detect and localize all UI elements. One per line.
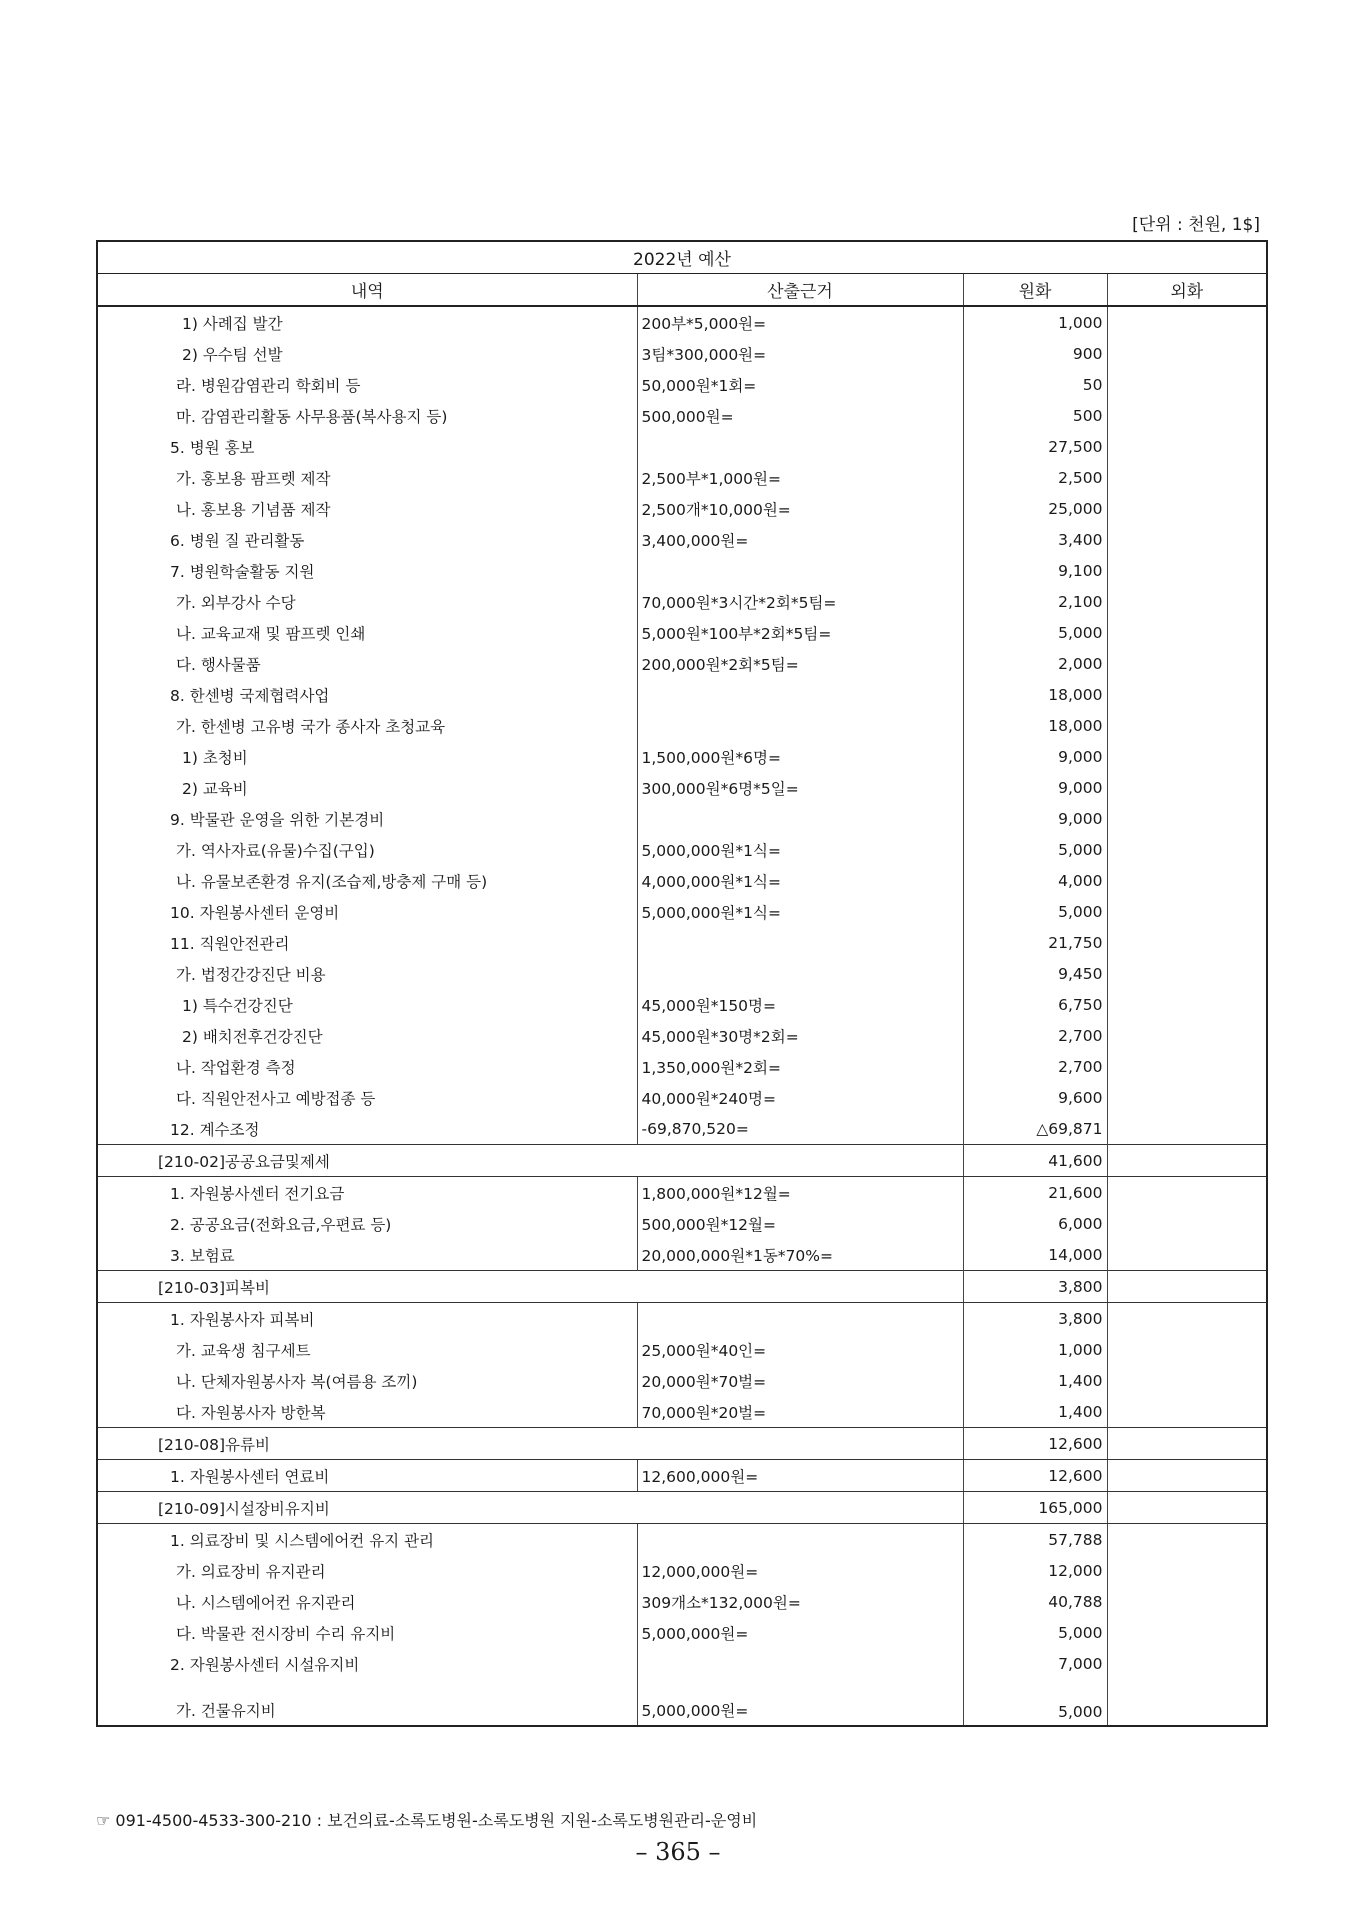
table-row — [97, 772, 1267, 803]
item-cell: 나. 단체자원봉사자 복(여름용 조끼) — [97, 1365, 637, 1396]
item-cell: 8. 한센병 국제협력사업 — [97, 679, 637, 710]
basis-cell — [637, 927, 963, 958]
basis-cell: 2,500부*1,000원= — [637, 462, 963, 493]
krw-cell: 7,000 — [963, 1648, 1107, 1679]
table-row — [97, 338, 1267, 369]
item-cell: 1. 자원봉사센터 연료비 — [97, 1460, 637, 1492]
page-number: – 365 – — [635, 1838, 721, 1866]
krw-cell: 6,000 — [963, 1208, 1107, 1239]
item-cell: 다. 자원봉사자 방한복 — [97, 1396, 637, 1428]
krw-cell: 4,000 — [963, 865, 1107, 896]
krw-cell: 25,000 — [963, 493, 1107, 524]
table-row — [97, 462, 1267, 493]
foreign-cell — [1107, 772, 1267, 803]
foreign-cell — [1107, 1648, 1267, 1679]
section-row — [97, 1428, 1267, 1460]
basis-cell: 70,000원*20벌= — [637, 1396, 963, 1428]
foreign-cell — [1107, 369, 1267, 400]
item-cell: 1) 사례집 발간 — [97, 306, 637, 338]
item-cell: 가. 교육생 침구세트 — [97, 1334, 637, 1365]
table-row — [97, 1524, 1267, 1556]
basis-cell: 50,000원*1회= — [637, 369, 963, 400]
item-cell: 2. 공공요금(전화요금,우편료 등) — [97, 1208, 637, 1239]
item-cell: 나. 교육교재 및 팜프렛 인쇄 — [97, 617, 637, 648]
foreign-cell — [1107, 865, 1267, 896]
basis-cell: 5,000,000원= — [637, 1617, 963, 1648]
foreign-cell — [1107, 1617, 1267, 1648]
krw-cell: 2,100 — [963, 586, 1107, 617]
krw-cell: 9,450 — [963, 958, 1107, 989]
budget-code-footnote: ☞ 091-4500-4533-300-210 : 보건의료-소록도병원-소록도병원 지원-소록도병원관리-운영비 — [96, 1811, 758, 1830]
basis-cell: 45,000원*150명= — [637, 989, 963, 1020]
table-row — [97, 679, 1267, 710]
krw-cell: 5,000 — [963, 1617, 1107, 1648]
table-row — [97, 989, 1267, 1020]
item-cell: 가. 한센병 고유병 국가 종사자 초청교육 — [97, 710, 637, 741]
foreign-cell — [1107, 1492, 1267, 1524]
foreign-cell — [1107, 1524, 1267, 1556]
krw-cell: 6,750 — [963, 989, 1107, 1020]
krw-cell: 1,400 — [963, 1365, 1107, 1396]
table-row — [97, 400, 1267, 431]
krw-cell: 1,400 — [963, 1396, 1107, 1428]
item-cell: 10. 자원봉사센터 운영비 — [97, 896, 637, 927]
table-row — [97, 555, 1267, 586]
table-row — [97, 865, 1267, 896]
table-row — [97, 1586, 1267, 1617]
foreign-cell — [1107, 679, 1267, 710]
basis-cell: 300,000원*6명*5일= — [637, 772, 963, 803]
item-cell: 1. 자원봉사자 피복비 — [97, 1303, 637, 1335]
basis-cell: -69,870,520= — [637, 1113, 963, 1145]
item-cell: 2) 우수팀 선발 — [97, 338, 637, 369]
foreign-cell — [1107, 834, 1267, 865]
foreign-cell — [1107, 958, 1267, 989]
basis-cell — [637, 1524, 963, 1556]
krw-cell: 1,000 — [963, 306, 1107, 338]
krw-cell: 500 — [963, 400, 1107, 431]
item-cell: 가. 역사자료(유물)수집(구입) — [97, 834, 637, 865]
table-row — [97, 958, 1267, 989]
foreign-cell — [1107, 1208, 1267, 1239]
basis-cell — [637, 1303, 963, 1335]
section-label: [210-09]시설장비유지비 — [97, 1492, 963, 1524]
table-row — [97, 1239, 1267, 1271]
foreign-cell — [1107, 1428, 1267, 1460]
krw-cell: 900 — [963, 338, 1107, 369]
item-cell: 가. 의료장비 유지관리 — [97, 1555, 637, 1586]
foreign-cell — [1107, 1239, 1267, 1271]
basis-cell: 5,000원*100부*2회*5팀= — [637, 617, 963, 648]
item-cell: 나. 작업환경 측정 — [97, 1051, 637, 1082]
krw-cell: 2,700 — [963, 1020, 1107, 1051]
basis-cell: 309개소*132,000원= — [637, 1586, 963, 1617]
krw-cell: 9,600 — [963, 1082, 1107, 1113]
table-row — [97, 1396, 1267, 1428]
foreign-cell — [1107, 989, 1267, 1020]
unit-label: [단위 : 천원, 1$] — [1132, 215, 1260, 235]
basis-cell — [637, 1648, 963, 1679]
table-row — [97, 1679, 1267, 1726]
krw-cell: 27,500 — [963, 431, 1107, 462]
basis-cell: 3,400,000원= — [637, 524, 963, 555]
krw-cell: 41,600 — [963, 1145, 1107, 1177]
foreign-cell — [1107, 1303, 1267, 1335]
item-cell: 7. 병원학술활동 지원 — [97, 555, 637, 586]
foreign-cell — [1107, 462, 1267, 493]
item-cell: 가. 건물유지비 — [97, 1679, 637, 1726]
table-row — [97, 1177, 1267, 1209]
krw-cell: 5,000 — [963, 617, 1107, 648]
krw-cell: 18,000 — [963, 679, 1107, 710]
krw-cell: 50 — [963, 369, 1107, 400]
table-row — [97, 1460, 1267, 1492]
krw-cell: 3,400 — [963, 524, 1107, 555]
budget-table — [96, 240, 1268, 1727]
krw-cell: 2,500 — [963, 462, 1107, 493]
foreign-cell — [1107, 306, 1267, 338]
table-row — [97, 1555, 1267, 1586]
item-cell: 5. 병원 홍보 — [97, 431, 637, 462]
krw-cell: 9,000 — [963, 803, 1107, 834]
krw-cell: 9,000 — [963, 741, 1107, 772]
table-row — [97, 369, 1267, 400]
foreign-cell — [1107, 1555, 1267, 1586]
krw-cell: 21,600 — [963, 1177, 1107, 1209]
krw-cell: 5,000 — [963, 1679, 1107, 1726]
basis-cell: 5,000,000원*1식= — [637, 896, 963, 927]
foreign-cell — [1107, 710, 1267, 741]
foreign-cell — [1107, 338, 1267, 369]
basis-cell: 200,000원*2회*5팀= — [637, 648, 963, 679]
table-row — [97, 1113, 1267, 1145]
foreign-cell — [1107, 1051, 1267, 1082]
foreign-cell — [1107, 586, 1267, 617]
foreign-cell — [1107, 493, 1267, 524]
basis-cell: 70,000원*3시간*2회*5팀= — [637, 586, 963, 617]
header-basis: 산출근거 — [637, 274, 963, 307]
foreign-cell — [1107, 648, 1267, 679]
foreign-cell — [1107, 617, 1267, 648]
section-row — [97, 1492, 1267, 1524]
item-cell: 마. 감염관리활동 사무용품(복사용지 등) — [97, 400, 637, 431]
krw-cell: 12,600 — [963, 1460, 1107, 1492]
item-cell: 1) 특수건강진단 — [97, 989, 637, 1020]
basis-cell: 4,000,000원*1식= — [637, 865, 963, 896]
table-row — [97, 896, 1267, 927]
table-row — [97, 617, 1267, 648]
foreign-cell — [1107, 1177, 1267, 1209]
table-row — [97, 586, 1267, 617]
item-cell: 3. 보험료 — [97, 1239, 637, 1271]
table-row — [97, 1082, 1267, 1113]
krw-cell: 5,000 — [963, 834, 1107, 865]
section-label: [210-03]피복비 — [97, 1271, 963, 1303]
foreign-cell — [1107, 555, 1267, 586]
header-krw: 원화 — [963, 274, 1107, 307]
basis-cell — [637, 431, 963, 462]
item-cell: 11. 직원안전관리 — [97, 927, 637, 958]
krw-cell: 3,800 — [963, 1303, 1107, 1335]
foreign-cell — [1107, 1020, 1267, 1051]
foreign-cell — [1107, 1082, 1267, 1113]
item-cell: 가. 법정간강진단 비용 — [97, 958, 637, 989]
table-row — [97, 1208, 1267, 1239]
table-row — [97, 493, 1267, 524]
section-label: [210-08]유류비 — [97, 1428, 963, 1460]
foreign-cell — [1107, 1365, 1267, 1396]
foreign-cell — [1107, 431, 1267, 462]
krw-cell: 3,800 — [963, 1271, 1107, 1303]
table-row — [97, 431, 1267, 462]
krw-cell: 12,600 — [963, 1428, 1107, 1460]
table-row — [97, 306, 1267, 338]
item-cell: 라. 병원감염관리 학회비 등 — [97, 369, 637, 400]
foreign-cell — [1107, 1145, 1267, 1177]
foreign-cell — [1107, 400, 1267, 431]
krw-cell: 40,788 — [963, 1586, 1107, 1617]
foreign-cell — [1107, 524, 1267, 555]
table-row — [97, 1303, 1267, 1335]
header-foreign: 외화 — [1107, 274, 1267, 307]
basis-cell: 3팀*300,000원= — [637, 338, 963, 369]
table-row — [97, 1617, 1267, 1648]
item-cell: 나. 홍보용 기념품 제작 — [97, 493, 637, 524]
item-cell: 1. 의료장비 및 시스템에어컨 유지 관리 — [97, 1524, 637, 1556]
krw-cell: 57,788 — [963, 1524, 1107, 1556]
table-row — [97, 648, 1267, 679]
item-cell: 2) 배치전후건강진단 — [97, 1020, 637, 1051]
table-row — [97, 524, 1267, 555]
basis-cell: 45,000원*30명*2회= — [637, 1020, 963, 1051]
item-cell: 가. 홍보용 팜프렛 제작 — [97, 462, 637, 493]
item-cell: 나. 시스템에어컨 유지관리 — [97, 1586, 637, 1617]
krw-cell: 9,000 — [963, 772, 1107, 803]
basis-cell: 1,350,000원*2회= — [637, 1051, 963, 1082]
krw-cell: 2,000 — [963, 648, 1107, 679]
foreign-cell — [1107, 927, 1267, 958]
krw-cell: 18,000 — [963, 710, 1107, 741]
krw-cell: 21,750 — [963, 927, 1107, 958]
foreign-cell — [1107, 741, 1267, 772]
basis-cell: 1,800,000원*12월= — [637, 1177, 963, 1209]
section-row — [97, 1271, 1267, 1303]
item-cell: 가. 외부강사 수당 — [97, 586, 637, 617]
item-cell: 다. 행사물품 — [97, 648, 637, 679]
table-row — [97, 710, 1267, 741]
foreign-cell — [1107, 1271, 1267, 1303]
table-row — [97, 803, 1267, 834]
item-cell: 2) 교육비 — [97, 772, 637, 803]
basis-cell — [637, 803, 963, 834]
item-cell: 다. 박물관 전시장비 수리 유지비 — [97, 1617, 637, 1648]
krw-cell: △69,871 — [963, 1113, 1107, 1145]
table-row — [97, 1648, 1267, 1679]
table-row — [97, 1334, 1267, 1365]
table-row — [97, 741, 1267, 772]
krw-cell: 2,700 — [963, 1051, 1107, 1082]
basis-cell: 12,600,000원= — [637, 1460, 963, 1492]
foreign-cell — [1107, 1460, 1267, 1492]
header-item: 내역 — [97, 274, 637, 307]
basis-cell: 20,000원*70벌= — [637, 1365, 963, 1396]
basis-cell: 12,000,000원= — [637, 1555, 963, 1586]
foreign-cell — [1107, 1113, 1267, 1145]
basis-cell: 500,000원*12월= — [637, 1208, 963, 1239]
item-cell: 9. 박물관 운영을 위한 기본경비 — [97, 803, 637, 834]
basis-cell: 20,000,000원*1동*70%= — [637, 1239, 963, 1271]
item-cell: 2. 자원봉사센터 시설유지비 — [97, 1648, 637, 1679]
foreign-cell — [1107, 896, 1267, 927]
krw-cell: 5,000 — [963, 896, 1107, 927]
krw-cell: 165,000 — [963, 1492, 1107, 1524]
basis-cell — [637, 710, 963, 741]
basis-cell — [637, 555, 963, 586]
table-row — [97, 1365, 1267, 1396]
table-row — [97, 834, 1267, 865]
section-row — [97, 1145, 1267, 1177]
krw-cell: 12,000 — [963, 1555, 1107, 1586]
basis-cell: 5,000,000원*1식= — [637, 834, 963, 865]
foreign-cell — [1107, 1334, 1267, 1365]
basis-cell — [637, 958, 963, 989]
foreign-cell — [1107, 1586, 1267, 1617]
section-label: [210-02]공공요금및제세 — [97, 1145, 963, 1177]
krw-cell: 1,000 — [963, 1334, 1107, 1365]
basis-cell — [637, 679, 963, 710]
basis-cell: 25,000원*40인= — [637, 1334, 963, 1365]
item-cell: 다. 직원안전사고 예방접종 등 — [97, 1082, 637, 1113]
basis-cell: 2,500개*10,000원= — [637, 493, 963, 524]
item-cell: 1) 초청비 — [97, 741, 637, 772]
foreign-cell — [1107, 803, 1267, 834]
foreign-cell — [1107, 1396, 1267, 1428]
table-row — [97, 927, 1267, 958]
krw-cell: 14,000 — [963, 1239, 1107, 1271]
table-row — [97, 1051, 1267, 1082]
item-cell: 1. 자원봉사센터 전기요금 — [97, 1177, 637, 1209]
basis-cell: 40,000원*240명= — [637, 1082, 963, 1113]
item-cell: 12. 계수조정 — [97, 1113, 637, 1145]
table-title: 2022년 예산 — [97, 241, 1267, 274]
table-body — [97, 306, 1267, 1726]
basis-cell: 5,000,000원= — [637, 1679, 963, 1726]
item-cell: 나. 유물보존환경 유지(조습제,방충제 구매 등) — [97, 865, 637, 896]
foreign-cell — [1107, 1679, 1267, 1726]
table-row — [97, 1020, 1267, 1051]
item-cell: 6. 병원 질 관리활동 — [97, 524, 637, 555]
basis-cell: 200부*5,000원= — [637, 306, 963, 338]
krw-cell: 9,100 — [963, 555, 1107, 586]
basis-cell: 500,000원= — [637, 400, 963, 431]
basis-cell: 1,500,000원*6명= — [637, 741, 963, 772]
